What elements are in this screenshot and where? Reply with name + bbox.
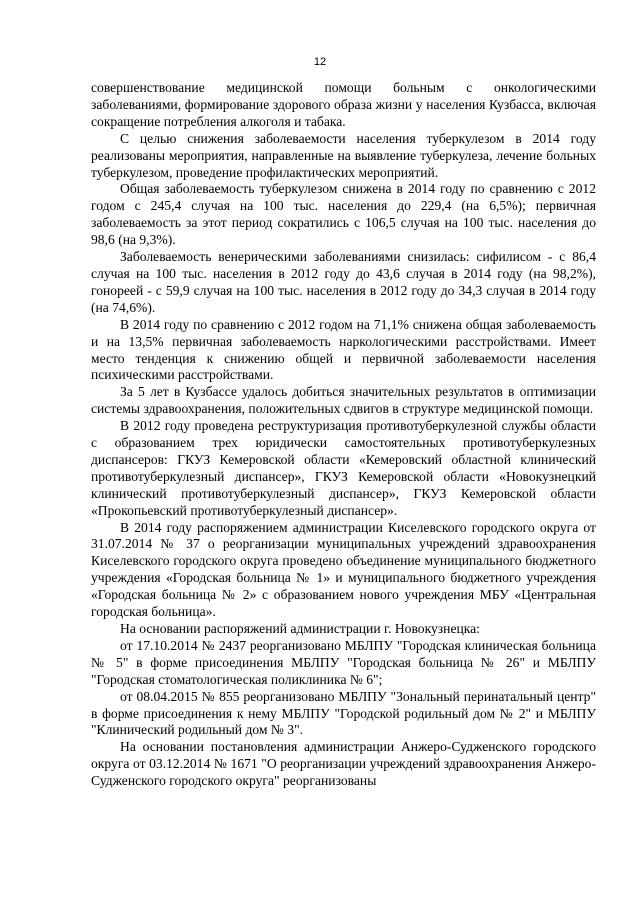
paragraph: С целью снижения заболеваемости населения туберкулезом в 2014 году реализованы мероприятия, направленные на выявление туберкулеза, лечение больных туберкулезом, проведение профилактических мероприятий. [91, 130, 596, 180]
page-number: 12 [313, 56, 327, 68]
paragraph: от 17.10.2014 № 2437 реорганизовано МБЛПУ "Городская клиническая больница № 5" в форме присоединения МБЛПУ "Городская больница № 26" и МБЛПУ "Городская стоматологическая поликлиника № 6"; [91, 637, 596, 687]
paragraph: За 5 лет в Кузбассе удалось добиться значительных результатов в оптимизации системы здравоохранения, положительных сдвигов в структуре медицинской помощи. [91, 384, 596, 417]
paragraph: Заболеваемость венерическими заболеваниями снизилась: сифилисом - с 86,4 случая на 100 тыс. населения в 2012 году до 43,6 случая в 2014 году (на 98,2%), гонореей - с 59,9 случая на 100 тыс. населения в 2012 году до 34,3 случая в 2014 году (на 74,6%). [91, 249, 596, 315]
paragraph: На основании распоряжений администрации г. Новокузнецка: [120, 621, 480, 636]
document-body [91, 80, 596, 790]
paragraph: Общая заболеваемость туберкулезом снижена в 2014 году по сравнению с 2012 годом с 245,4 случая на 100 тыс. населения до 229,4 (на 6,5%); первичная заболеваемость за этот период сократились с 106,5 случая на 100 тыс. населения до 98,6 (на 9,3%). [91, 181, 596, 248]
paragraph: В 2012 году проведена реструктуризация противотуберкулезной службы области с образованием трех юридически самостоятельных противотуберкулезных диспансеров: ГКУЗ Кемеровской области «Кемеровский областной клинический противотуберкулезный диспансер», ГКУЗ Кемеровской области «Новокузнецкий клинический противотуберкулезный диспансер», ГКУЗ Кемеровской области «Прокопьевский противотуберкулезный диспансер». [91, 418, 596, 518]
paragraph: совершенствование медицинской помощи больным с онкологическими заболеваниями, формирование здорового образа жизни у населения Кузбасса, включая сокращение потребления алкоголя и табака. [91, 80, 596, 129]
paragraph: В 2014 году распоряжением администрации Киселевского городского округа от 31.07.2014 № 37 о реорганизации муниципальных учреждений здравоохранения Киселевского городского округа проведено объединение муниципального бюджетного учреждения «Городская больница № 1» и муниципального бюджетного учреждения «Городская больница № 2» с образованием нового учреждения МБУ «Центральная городская больница». [91, 519, 596, 620]
paragraph: На основании постановления администрации Анжеро-Судженского городского округа от 03.12.2014 № 1671 "О реорганизации учреждений здравоохранения Анжеро-Судженского городского округа" реорганизованы [91, 739, 596, 789]
paragraph: от 08.04.2015 № 855 реорганизовано МБЛПУ "Зональный перинатальный центр" в форме присоединения к нему МБЛПУ "Городской родильный дом № 2" и МБЛПУ "Клинический родильный дом № 3". [91, 688, 596, 738]
paragraph: В 2014 году по сравнению с 2012 годом на 71,1% снижена общая заболеваемость и на 13,5% первичная заболеваемость наркологическими расстройствами. Имеет место тенденция к снижению общей и первичной заболеваемости населения психическими расстройствами. [91, 316, 596, 383]
